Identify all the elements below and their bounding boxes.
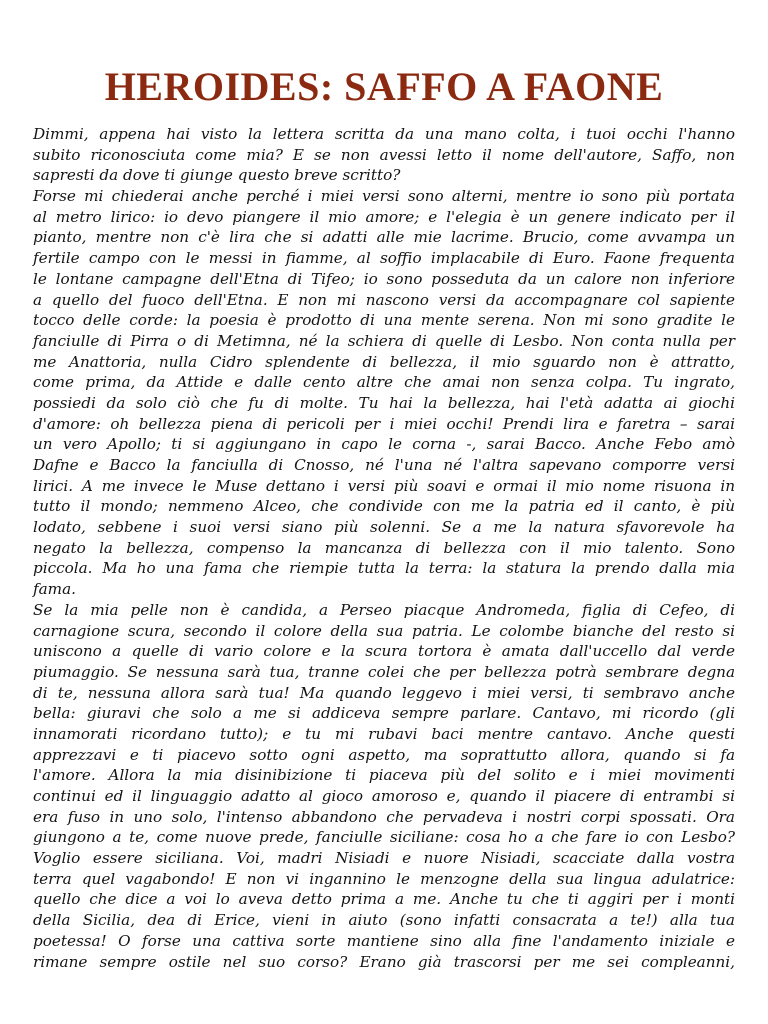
text-line: bella: giuravi che solo a me si addiceva sempre parlare. Cantavo, mi ricordo (gli <box>33 704 735 723</box>
text-line: possiedi da solo ciò che fu di molte. Tu hai la bellezza, hai l'età adatta ai giochi <box>33 393 735 412</box>
text-line: fanciulle di Pirra o di Metimna, né la schiera di quelle di Lesbo. Non conta nulla per <box>33 331 735 350</box>
text-line: l'amore. Allora la mia disinibizione ti piaceva più del solito e i miei movimenti <box>33 766 735 785</box>
text-line: pianto, mentre non c'è lira che si adatti alle mie lacrime. Brucio, come avvampa un <box>33 228 735 247</box>
text-line: Dimmi, appena hai visto la lettera scritta da una mano colta, i tuoi occhi l'hanno <box>33 125 735 143</box>
text-line: fertile campo con le messi in fiamme, al soffio implacabile di Euro. Faone frequenta <box>33 249 735 268</box>
text-line: terra quel vagabondo! E non vi ingannino le menzogne della sua lingua adulatrice: <box>33 869 735 888</box>
text-line: giungono a te, come nuove prede, fanciulle siciliane: cosa ho a che fare io con Lesbo? <box>33 828 735 847</box>
text-line: apprezzavi e ti piacevo sotto ogni aspetto, ma soprattutto allora, quando si fa <box>33 745 735 764</box>
text-line: rimane sempre ostile nel suo corso? Erano già trascorsi per me sei compleanni, <box>33 952 735 971</box>
text-line: al metro lirico: io devo piangere il mio amore; e l'elegia è un genere indicato per il <box>33 207 735 226</box>
text-line: continui ed il linguaggio adatto al gioco amoroso e, quando il piacere di entrambi si <box>33 787 735 805</box>
text-line: Se la mia pelle non è candida, a Perseo piacque Andromeda, figlia di Cefeo, di <box>33 600 735 619</box>
text-line: innamorati ricordano tutto); e tu mi rubavi baci mentre cantavo. Anche questi <box>33 724 735 743</box>
text-line: Forse mi chiederai anche perché i miei versi sono alterni, mentre io sono più portata <box>33 187 735 206</box>
text-line: di te, nessuna allora sarà tua! Ma quando leggevo i miei versi, ti sembravo anche <box>33 683 735 702</box>
text-line: Voglio essere siciliana. Voi, madri Nisiadi e nuore Nisiadi, scacciate dalla vostra <box>33 849 735 868</box>
paragraph-2 <box>33 186 735 600</box>
text-line: me Anattoria, nulla Cidro splendente di bellezza, il mio sguardo non è attratto, <box>33 352 735 371</box>
text-line: tutto il mondo; nemmeno Alceo, che condivide con me la patria ed il canto, è più <box>33 497 735 516</box>
document-body <box>33 124 735 972</box>
text-line: tocco delle corde: la poesia è prodotto di una mente serena. Non mi sono gradite le <box>33 311 735 330</box>
text-line: Dafne e Bacco la fanciulla di Cnosso, né l'una né l'altra sapevano comporre versi <box>33 456 735 474</box>
text-line: della Sicilia, dea di Erice, vieni in aiuto (sono infatti consacrata a te!) alla tua <box>33 911 735 930</box>
text-line: a quello del fuoco dell'Etna. E non mi nascono versi da accompagnare col sapiente <box>33 290 735 309</box>
text-line: piccola. Ma ho una fama che riempie tutta la terra: la statura la prendo dalla mia <box>33 559 735 578</box>
text-line: lodato, sebbene i suoi versi siano più solenni. Se a me la natura sfavorevole ha <box>33 518 735 537</box>
document-title: HEROIDES: SAFFO A FAONE <box>104 64 664 109</box>
text-line: quello che dice a voi lo aveva detto prima a me. Anche tu che ti aggiri per i monti <box>33 890 735 909</box>
text-line: fama. <box>33 580 76 599</box>
text-line: sapresti da dove ti giunge questo breve scritto? <box>33 166 401 185</box>
text-line: carnagione scura, secondo il colore della sua patria. Le colombe bianche del resto si <box>33 621 735 640</box>
text-line: uniscono a quelle di vario colore e la scura tortora è amata dall'uccello dal verde <box>33 642 735 661</box>
text-line: d'amore: oh bellezza piena di pericoli per i miei occhi! Prendi lira e faretra – sarai <box>33 414 735 433</box>
text-line: negato la bellezza, compenso la mancanza di bellezza con il mio talento. Sono <box>33 538 735 557</box>
text-line: subito riconosciuta come mia? E se non avessi letto il nome dell'autore, Saffo, non <box>33 145 735 164</box>
text-line: un vero Apollo; ti si aggiungano in capo le corna -, sarai Bacco. Anche Febo amò <box>33 435 735 454</box>
text-line: le lontane campagne dell'Etna di Tifeo; io sono posseduta da un calore non inferiore <box>33 269 735 288</box>
text-line: era fuso in uno solo, l'intenso abbandono che pervadeva i nostri corpi spossati. Ora <box>33 807 735 826</box>
text-line: lirici. A me invece le Muse dettano i versi più soavi e ormai il mio nome risuona in <box>33 476 735 495</box>
text-line: piumaggio. Se nessuna sarà tua, tranne colei che per bellezza potrà sembrare degna <box>33 662 735 681</box>
text-line: come prima, da Attide e dalle cento altre che amai non senza colpa. Tu ingrato, <box>33 373 735 392</box>
paragraph-1 <box>33 124 735 186</box>
text-line: poetessa! O forse una cattiva sorte mantiene sino alla fine l'andamento iniziale e <box>33 931 735 950</box>
paragraph-3 <box>33 600 735 972</box>
